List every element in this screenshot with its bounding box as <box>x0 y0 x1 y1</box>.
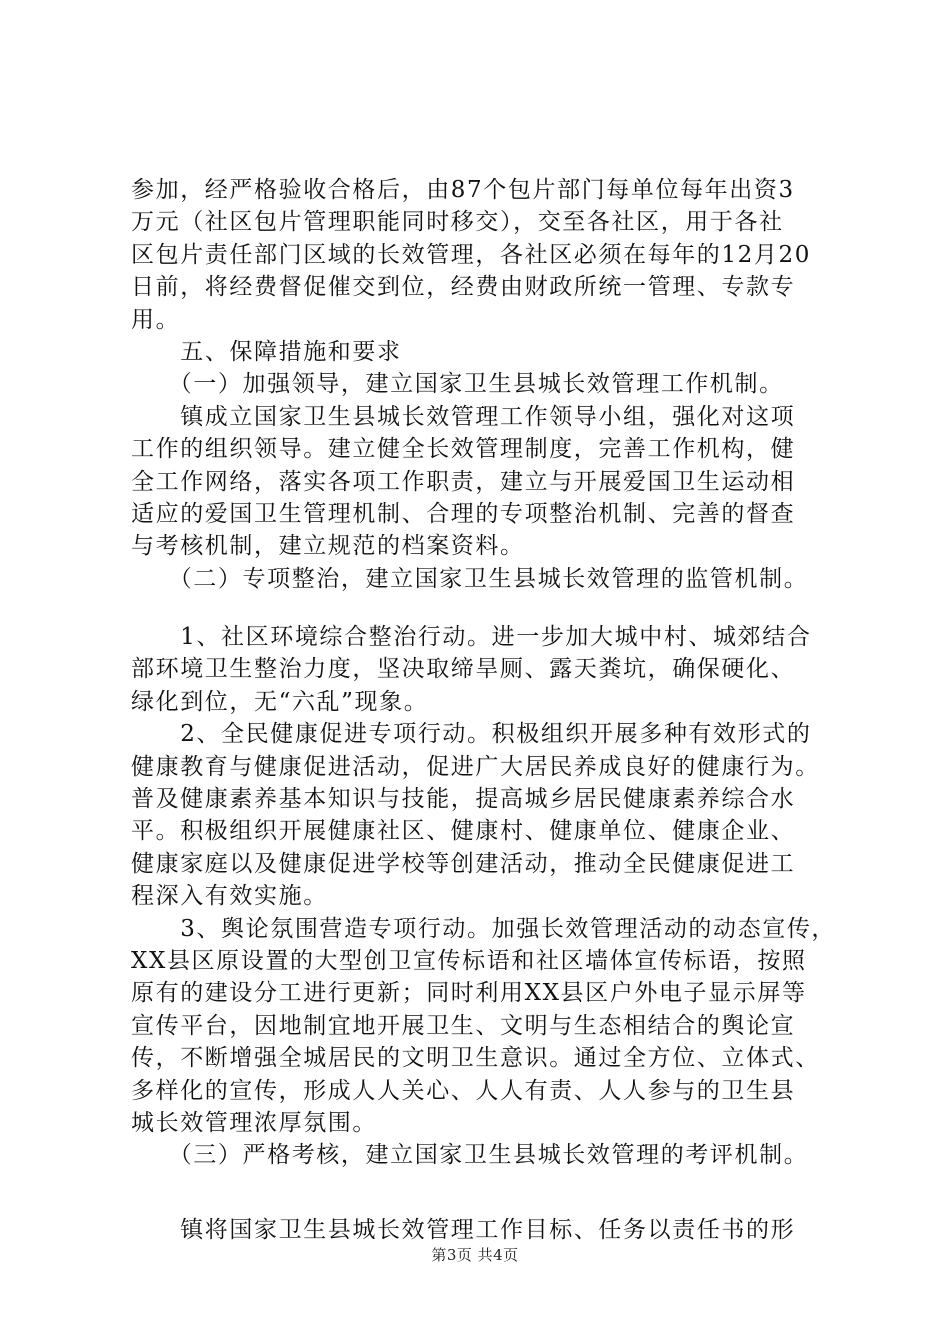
text-line: 工作的组织领导。建立健全长效管理制度，完善工作机构，健 <box>131 436 796 463</box>
subsection-heading: （二）专项整治，建立国家卫生县城长效管理的监管机制。 <box>131 565 809 592</box>
text-line: 适应的爱国卫生管理机制、合理的专项整治机制、完善的督查 <box>131 500 796 527</box>
text-line: 普及健康素养基本知识与技能，提高城乡居民健康素养综合水 <box>131 786 796 813</box>
text-line: 多样化的宣传，形成人人关心、人人有责、人人参与的卫生县 <box>131 1077 796 1104</box>
text-line: 健康教育与健康促进活动，促进广大居民养成良好的健康行为。 <box>131 753 820 780</box>
text-line: 城长效管理浓厚氛围。 <box>131 1109 377 1136</box>
text-line: 与考核机制，建立规范的档案资料。 <box>131 533 525 560</box>
text-line: 全工作网络，落实各项工作职责，建立与开展爱国卫生运动相 <box>131 468 796 495</box>
text-line: 万元（社区包片管理职能同时移交），交至各社区，用于各社 <box>131 209 784 236</box>
text-line: 1、社区环境综合整治行动。进一步加大城中村、城郊结合 <box>131 624 812 651</box>
subsection-heading: （一）加强领导，建立国家卫生县城长效管理工作机制。 <box>131 371 784 398</box>
text-line: 镇成立国家卫生县城长效管理工作领导小组，强化对这项 <box>131 403 796 430</box>
paragraph-gap <box>131 1172 851 1214</box>
text-line: 用。 <box>131 306 181 333</box>
text-line: 传，不断增强全城居民的文明卫生意识。通过全方位、立体式、 <box>131 1045 820 1072</box>
text-line: 绿化到位，无“六乱”现象。 <box>131 688 429 715</box>
section-heading: 五、保障措施和要求 <box>131 338 402 365</box>
text-line: 程深入有效实施。 <box>131 883 328 910</box>
text-line: 宣传平台，因地制宜地开展卫生、文明与生态相结合的舆论宣 <box>131 1012 796 1039</box>
page-number-footer: 第3页 共4页 <box>431 1246 519 1264</box>
text-line: 平。积极组织开展健康社区、健康村、健康单位、健康企业、 <box>131 818 796 845</box>
text-line: 原有的建设分工进行更新；同时利用XX县区户外电子显示屏等 <box>131 980 807 1007</box>
text-line: 健康家庭以及健康促进学校等创建活动，推动全民健康促进工 <box>131 850 796 877</box>
paragraph-gap <box>131 595 851 621</box>
text-line: 镇将国家卫生县城长效管理工作目标、任务以责任书的形 <box>131 1216 796 1243</box>
text-line: 3、舆论氛围营造专项行动。加强长效管理活动的动态宣传， <box>131 915 837 942</box>
text-line: 区包片责任部门区域的长效管理，各社区必须在每年的12月20 <box>131 241 811 268</box>
text-line: XX县区原设置的大型创卫宣传标语和社区墙体宣传标语，按照 <box>131 947 807 974</box>
subsection-heading: （三）严格考核，建立国家卫生县城长效管理的考评机制。 <box>131 1142 809 1169</box>
text-line: 部环境卫生整治力度，坚决取缔旱厕、露天粪坑，确保硬化、 <box>131 656 796 683</box>
document-body <box>131 174 851 1246</box>
text-line: 参加，经严格验收合格后，由87个包片部门每单位每年出资3 <box>131 177 795 203</box>
text-line: 日前，将经费督促催交到位，经费由财政所统一管理、专款专 <box>131 274 796 301</box>
text-line: 2、全民健康促进专项行动。积极组织开展多种有效形式的 <box>131 721 812 748</box>
